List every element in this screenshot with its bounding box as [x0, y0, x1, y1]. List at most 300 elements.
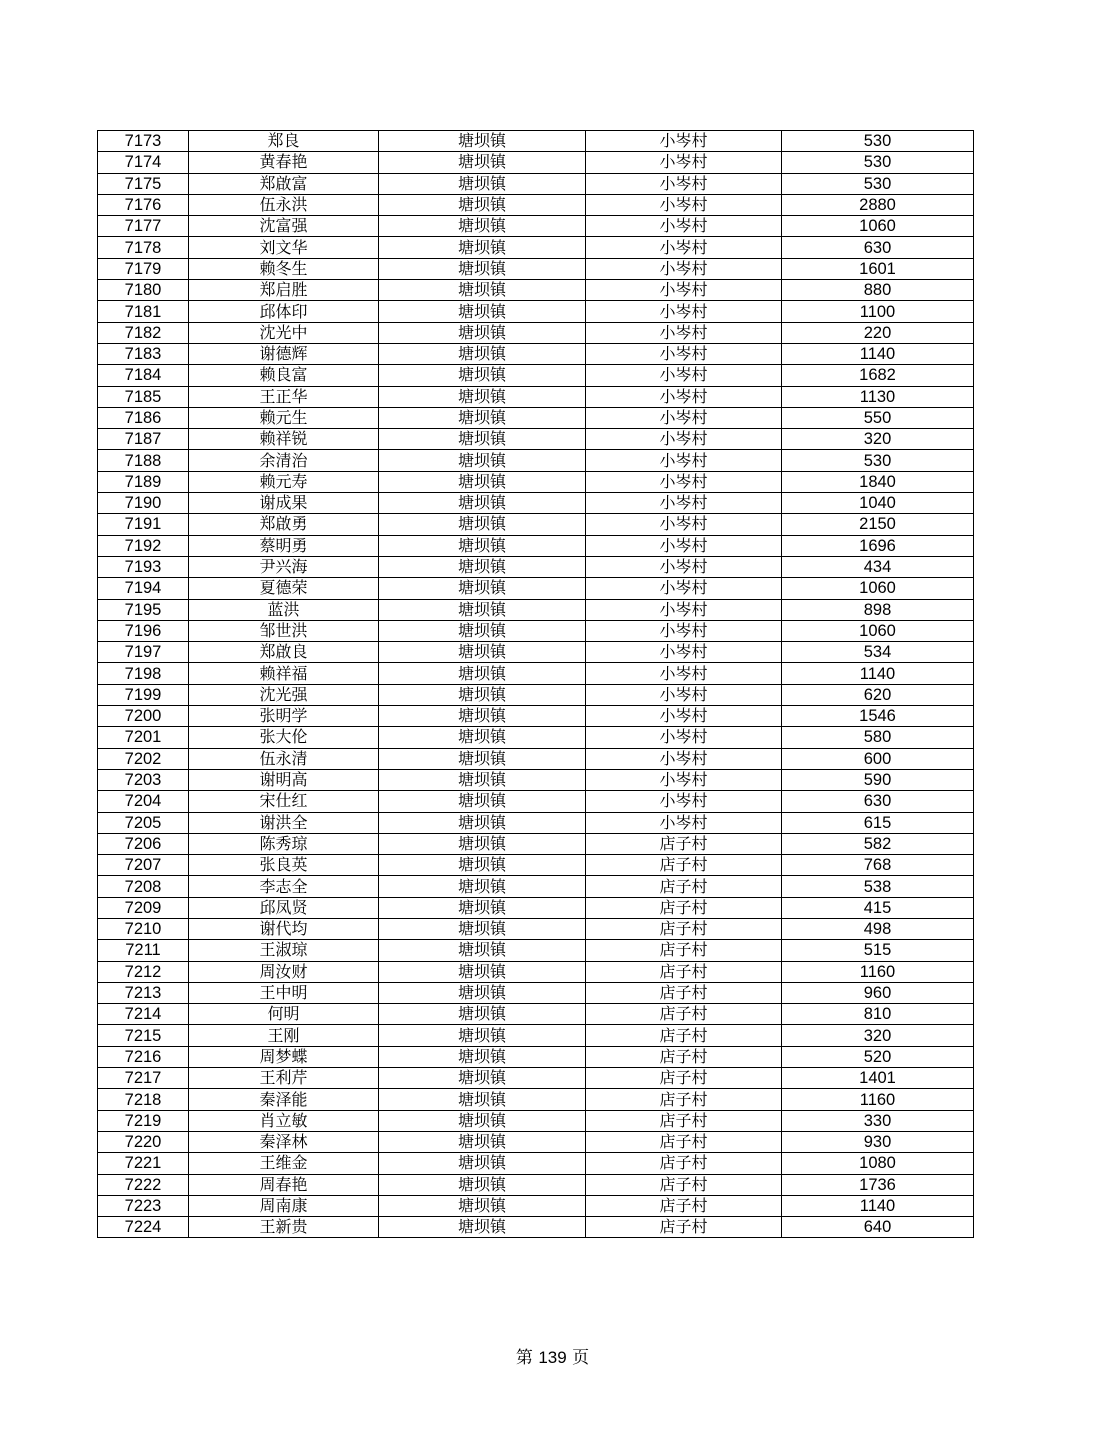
- table-row: [98, 1195, 974, 1216]
- table-row: [98, 194, 974, 215]
- row-number-cell: 7185: [98, 386, 189, 407]
- name-cell: 周梦蝶: [189, 1046, 379, 1067]
- name-cell: 王利芹: [189, 1068, 379, 1089]
- amount-cell: 582: [782, 833, 974, 854]
- town-cell: 塘坝镇: [379, 1004, 586, 1025]
- table-row: [98, 429, 974, 450]
- village-cell: 小岑村: [586, 407, 782, 428]
- row-number-cell: 7194: [98, 578, 189, 599]
- town-cell: 塘坝镇: [379, 1174, 586, 1195]
- amount-cell: 434: [782, 556, 974, 577]
- town-cell: 塘坝镇: [379, 684, 586, 705]
- town-cell: 塘坝镇: [379, 535, 586, 556]
- town-cell: 塘坝镇: [379, 940, 586, 961]
- table-row: [98, 961, 974, 982]
- town-cell: 塘坝镇: [379, 322, 586, 343]
- town-cell: 塘坝镇: [379, 1217, 586, 1238]
- village-cell: 小岑村: [586, 748, 782, 769]
- row-number-cell: 7181: [98, 301, 189, 322]
- table-row: [98, 556, 974, 577]
- village-cell: 小岑村: [586, 386, 782, 407]
- name-cell: 郑啟勇: [189, 514, 379, 535]
- village-cell: 小岑村: [586, 684, 782, 705]
- amount-cell: 615: [782, 812, 974, 833]
- town-cell: 塘坝镇: [379, 1089, 586, 1110]
- amount-cell: 810: [782, 1004, 974, 1025]
- town-cell: 塘坝镇: [379, 450, 586, 471]
- row-number-cell: 7177: [98, 216, 189, 237]
- row-number-cell: 7214: [98, 1004, 189, 1025]
- row-number-cell: 7224: [98, 1217, 189, 1238]
- village-cell: 小岑村: [586, 599, 782, 620]
- village-cell: 店子村: [586, 1025, 782, 1046]
- name-cell: 秦泽林: [189, 1131, 379, 1152]
- town-cell: 塘坝镇: [379, 258, 586, 279]
- village-cell: 店子村: [586, 1217, 782, 1238]
- village-cell: 小岑村: [586, 131, 782, 152]
- table-row: [98, 1131, 974, 1152]
- town-cell: 塘坝镇: [379, 727, 586, 748]
- village-cell: 小岑村: [586, 620, 782, 641]
- table-row: [98, 833, 974, 854]
- table-row: [98, 343, 974, 364]
- name-cell: 王刚: [189, 1025, 379, 1046]
- name-cell: 谢德辉: [189, 343, 379, 364]
- table-row: [98, 855, 974, 876]
- town-cell: 塘坝镇: [379, 918, 586, 939]
- row-number-cell: 7199: [98, 684, 189, 705]
- amount-cell: 630: [782, 791, 974, 812]
- town-cell: 塘坝镇: [379, 620, 586, 641]
- village-cell: 小岑村: [586, 216, 782, 237]
- name-cell: 张大伦: [189, 727, 379, 748]
- row-number-cell: 7202: [98, 748, 189, 769]
- name-cell: 肖立敏: [189, 1110, 379, 1131]
- amount-cell: 530: [782, 173, 974, 194]
- table-row: [98, 769, 974, 790]
- row-number-cell: 7187: [98, 429, 189, 450]
- town-cell: 塘坝镇: [379, 812, 586, 833]
- name-cell: 宋仕红: [189, 791, 379, 812]
- row-number-cell: 7196: [98, 620, 189, 641]
- row-number-cell: 7193: [98, 556, 189, 577]
- table-row: [98, 1004, 974, 1025]
- name-cell: 赖元生: [189, 407, 379, 428]
- village-cell: 店子村: [586, 940, 782, 961]
- table-row: [98, 322, 974, 343]
- table-row: [98, 684, 974, 705]
- town-cell: 塘坝镇: [379, 1195, 586, 1216]
- table-row: [98, 663, 974, 684]
- table-row: [98, 386, 974, 407]
- village-cell: 店子村: [586, 1110, 782, 1131]
- village-cell: 小岑村: [586, 237, 782, 258]
- name-cell: 王正华: [189, 386, 379, 407]
- name-cell: 谢成果: [189, 493, 379, 514]
- row-number-cell: 7215: [98, 1025, 189, 1046]
- town-cell: 塘坝镇: [379, 599, 586, 620]
- name-cell: 张明学: [189, 706, 379, 727]
- town-cell: 塘坝镇: [379, 748, 586, 769]
- village-cell: 小岑村: [586, 769, 782, 790]
- amount-cell: 630: [782, 237, 974, 258]
- village-cell: 小岑村: [586, 727, 782, 748]
- table-row: [98, 1068, 974, 1089]
- village-cell: 店子村: [586, 876, 782, 897]
- amount-cell: 600: [782, 748, 974, 769]
- table-row: [98, 514, 974, 535]
- name-cell: 郑启胜: [189, 280, 379, 301]
- amount-cell: 930: [782, 1131, 974, 1152]
- town-cell: 塘坝镇: [379, 961, 586, 982]
- village-cell: 小岑村: [586, 450, 782, 471]
- row-number-cell: 7209: [98, 897, 189, 918]
- row-number-cell: 7213: [98, 982, 189, 1003]
- village-cell: 店子村: [586, 1089, 782, 1110]
- amount-cell: 320: [782, 1025, 974, 1046]
- table-row: [98, 642, 974, 663]
- amount-cell: 530: [782, 450, 974, 471]
- table-row: [98, 365, 974, 386]
- village-cell: 店子村: [586, 1068, 782, 1089]
- row-number-cell: 7216: [98, 1046, 189, 1067]
- row-number-cell: 7195: [98, 599, 189, 620]
- village-cell: 店子村: [586, 1046, 782, 1067]
- name-cell: 谢明高: [189, 769, 379, 790]
- town-cell: 塘坝镇: [379, 471, 586, 492]
- village-cell: 小岑村: [586, 280, 782, 301]
- row-number-cell: 7192: [98, 535, 189, 556]
- town-cell: 塘坝镇: [379, 131, 586, 152]
- village-cell: 店子村: [586, 961, 782, 982]
- table-row: [98, 237, 974, 258]
- village-cell: 小岑村: [586, 514, 782, 535]
- village-cell: 店子村: [586, 982, 782, 1003]
- village-cell: 小岑村: [586, 663, 782, 684]
- table-row: [98, 1174, 974, 1195]
- village-cell: 店子村: [586, 918, 782, 939]
- table-row: [98, 258, 974, 279]
- village-cell: 店子村: [586, 855, 782, 876]
- name-cell: 刘文华: [189, 237, 379, 258]
- name-cell: 周南康: [189, 1195, 379, 1216]
- name-cell: 赖冬生: [189, 258, 379, 279]
- town-cell: 塘坝镇: [379, 386, 586, 407]
- row-number-cell: 7210: [98, 918, 189, 939]
- table-row: [98, 706, 974, 727]
- amount-cell: 2880: [782, 194, 974, 215]
- name-cell: 余清治: [189, 450, 379, 471]
- name-cell: 赖祥福: [189, 663, 379, 684]
- table-row: [98, 620, 974, 641]
- row-number-cell: 7184: [98, 365, 189, 386]
- row-number-cell: 7219: [98, 1110, 189, 1131]
- amount-cell: 320: [782, 429, 974, 450]
- name-cell: 蔡明勇: [189, 535, 379, 556]
- amount-cell: 1160: [782, 961, 974, 982]
- table-row: [98, 152, 974, 173]
- village-cell: 店子村: [586, 1153, 782, 1174]
- table-row: [98, 982, 974, 1003]
- name-cell: 周春艳: [189, 1174, 379, 1195]
- village-cell: 小岑村: [586, 471, 782, 492]
- name-cell: 蓝洪: [189, 599, 379, 620]
- name-cell: 何明: [189, 1004, 379, 1025]
- amount-cell: 880: [782, 280, 974, 301]
- amount-cell: 620: [782, 684, 974, 705]
- town-cell: 塘坝镇: [379, 769, 586, 790]
- row-number-cell: 7176: [98, 194, 189, 215]
- amount-cell: 550: [782, 407, 974, 428]
- town-cell: 塘坝镇: [379, 876, 586, 897]
- amount-cell: 1601: [782, 258, 974, 279]
- town-cell: 塘坝镇: [379, 663, 586, 684]
- table-row: [98, 791, 974, 812]
- name-cell: 沈光强: [189, 684, 379, 705]
- town-cell: 塘坝镇: [379, 1025, 586, 1046]
- town-cell: 塘坝镇: [379, 173, 586, 194]
- row-number-cell: 7208: [98, 876, 189, 897]
- name-cell: 郑啟富: [189, 173, 379, 194]
- amount-cell: 640: [782, 1217, 974, 1238]
- village-cell: 小岑村: [586, 812, 782, 833]
- amount-cell: 1160: [782, 1089, 974, 1110]
- table-row: [98, 1089, 974, 1110]
- row-number-cell: 7190: [98, 493, 189, 514]
- amount-cell: 538: [782, 876, 974, 897]
- village-cell: 小岑村: [586, 791, 782, 812]
- table-row: [98, 216, 974, 237]
- table-row: [98, 1110, 974, 1131]
- name-cell: 赖祥锐: [189, 429, 379, 450]
- row-number-cell: 7186: [98, 407, 189, 428]
- row-number-cell: 7217: [98, 1068, 189, 1089]
- town-cell: 塘坝镇: [379, 514, 586, 535]
- village-cell: 店子村: [586, 1195, 782, 1216]
- name-cell: 夏德荣: [189, 578, 379, 599]
- town-cell: 塘坝镇: [379, 578, 586, 599]
- name-cell: 郑啟良: [189, 642, 379, 663]
- amount-cell: 1682: [782, 365, 974, 386]
- amount-cell: 1080: [782, 1153, 974, 1174]
- town-cell: 塘坝镇: [379, 642, 586, 663]
- table-body: [98, 131, 974, 1238]
- amount-cell: 1100: [782, 301, 974, 322]
- data-table: [97, 130, 974, 1238]
- town-cell: 塘坝镇: [379, 343, 586, 364]
- town-cell: 塘坝镇: [379, 897, 586, 918]
- table-row: [98, 1153, 974, 1174]
- table-row: [98, 493, 974, 514]
- town-cell: 塘坝镇: [379, 216, 586, 237]
- amount-cell: 1060: [782, 578, 974, 599]
- name-cell: 邹世洪: [189, 620, 379, 641]
- village-cell: 小岑村: [586, 365, 782, 386]
- village-cell: 店子村: [586, 1174, 782, 1195]
- row-number-cell: 7218: [98, 1089, 189, 1110]
- table-row: [98, 1217, 974, 1238]
- village-cell: 小岑村: [586, 578, 782, 599]
- village-cell: 店子村: [586, 897, 782, 918]
- row-number-cell: 7200: [98, 706, 189, 727]
- amount-cell: 1696: [782, 535, 974, 556]
- table-row: [98, 1046, 974, 1067]
- amount-cell: 1546: [782, 706, 974, 727]
- footer-prefix: 第: [515, 1348, 533, 1368]
- footer-suffix: 页: [572, 1348, 590, 1368]
- name-cell: 邱体印: [189, 301, 379, 322]
- amount-cell: 330: [782, 1110, 974, 1131]
- row-number-cell: 7174: [98, 152, 189, 173]
- village-cell: 店子村: [586, 1004, 782, 1025]
- row-number-cell: 7198: [98, 663, 189, 684]
- amount-cell: 1401: [782, 1068, 974, 1089]
- table-row: [98, 599, 974, 620]
- village-cell: 小岑村: [586, 493, 782, 514]
- name-cell: 王维金: [189, 1153, 379, 1174]
- row-number-cell: 7201: [98, 727, 189, 748]
- name-cell: 王中明: [189, 982, 379, 1003]
- table-row: [98, 940, 974, 961]
- village-cell: 小岑村: [586, 429, 782, 450]
- table-row: [98, 578, 974, 599]
- amount-cell: 768: [782, 855, 974, 876]
- town-cell: 塘坝镇: [379, 152, 586, 173]
- table-row: [98, 727, 974, 748]
- village-cell: 小岑村: [586, 322, 782, 343]
- table-row: [98, 301, 974, 322]
- amount-cell: 1060: [782, 216, 974, 237]
- amount-cell: 1060: [782, 620, 974, 641]
- name-cell: 赖元寿: [189, 471, 379, 492]
- amount-cell: 415: [782, 897, 974, 918]
- village-cell: 小岑村: [586, 173, 782, 194]
- row-number-cell: 7180: [98, 280, 189, 301]
- table-row: [98, 897, 974, 918]
- town-cell: 塘坝镇: [379, 301, 586, 322]
- name-cell: 陈秀琼: [189, 833, 379, 854]
- town-cell: 塘坝镇: [379, 1153, 586, 1174]
- town-cell: 塘坝镇: [379, 280, 586, 301]
- town-cell: 塘坝镇: [379, 194, 586, 215]
- village-cell: 小岑村: [586, 642, 782, 663]
- name-cell: 伍永清: [189, 748, 379, 769]
- village-cell: 店子村: [586, 833, 782, 854]
- amount-cell: 1140: [782, 663, 974, 684]
- town-cell: 塘坝镇: [379, 706, 586, 727]
- village-cell: 小岑村: [586, 152, 782, 173]
- amount-cell: 530: [782, 131, 974, 152]
- town-cell: 塘坝镇: [379, 1068, 586, 1089]
- amount-cell: 1840: [782, 471, 974, 492]
- name-cell: 王淑琼: [189, 940, 379, 961]
- town-cell: 塘坝镇: [379, 982, 586, 1003]
- town-cell: 塘坝镇: [379, 1110, 586, 1131]
- table-row: [98, 535, 974, 556]
- row-number-cell: 7179: [98, 258, 189, 279]
- row-number-cell: 7220: [98, 1131, 189, 1152]
- row-number-cell: 7183: [98, 343, 189, 364]
- table-row: [98, 131, 974, 152]
- amount-cell: 1140: [782, 1195, 974, 1216]
- row-number-cell: 7211: [98, 940, 189, 961]
- amount-cell: 534: [782, 642, 974, 663]
- town-cell: 塘坝镇: [379, 1046, 586, 1067]
- table-row: [98, 450, 974, 471]
- village-cell: 小岑村: [586, 706, 782, 727]
- table-row: [98, 1025, 974, 1046]
- name-cell: 赖良富: [189, 365, 379, 386]
- row-number-cell: 7221: [98, 1153, 189, 1174]
- row-number-cell: 7207: [98, 855, 189, 876]
- village-cell: 小岑村: [586, 301, 782, 322]
- row-number-cell: 7173: [98, 131, 189, 152]
- amount-cell: 960: [782, 982, 974, 1003]
- amount-cell: 590: [782, 769, 974, 790]
- table-row: [98, 876, 974, 897]
- amount-cell: 2150: [782, 514, 974, 535]
- row-number-cell: 7206: [98, 833, 189, 854]
- name-cell: 秦泽能: [189, 1089, 379, 1110]
- amount-cell: 530: [782, 152, 974, 173]
- town-cell: 塘坝镇: [379, 237, 586, 258]
- table-row: [98, 471, 974, 492]
- town-cell: 塘坝镇: [379, 365, 586, 386]
- amount-cell: 515: [782, 940, 974, 961]
- amount-cell: 220: [782, 322, 974, 343]
- town-cell: 塘坝镇: [379, 791, 586, 812]
- row-number-cell: 7182: [98, 322, 189, 343]
- village-cell: 小岑村: [586, 194, 782, 215]
- row-number-cell: 7212: [98, 961, 189, 982]
- page-number: 139: [538, 1348, 567, 1367]
- amount-cell: 498: [782, 918, 974, 939]
- name-cell: 王新贵: [189, 1217, 379, 1238]
- amount-cell: 520: [782, 1046, 974, 1067]
- row-number-cell: 7223: [98, 1195, 189, 1216]
- town-cell: 塘坝镇: [379, 833, 586, 854]
- name-cell: 尹兴海: [189, 556, 379, 577]
- name-cell: 伍永洪: [189, 194, 379, 215]
- row-number-cell: 7191: [98, 514, 189, 535]
- amount-cell: 1140: [782, 343, 974, 364]
- town-cell: 塘坝镇: [379, 407, 586, 428]
- name-cell: 郑良: [189, 131, 379, 152]
- village-cell: 小岑村: [586, 258, 782, 279]
- row-number-cell: 7175: [98, 173, 189, 194]
- row-number-cell: 7204: [98, 791, 189, 812]
- table-row: [98, 812, 974, 833]
- village-cell: 小岑村: [586, 535, 782, 556]
- amount-cell: 1040: [782, 493, 974, 514]
- name-cell: 谢代均: [189, 918, 379, 939]
- name-cell: 沈富强: [189, 216, 379, 237]
- table-row: [98, 918, 974, 939]
- village-cell: 店子村: [586, 1131, 782, 1152]
- row-number-cell: 7222: [98, 1174, 189, 1195]
- name-cell: 沈光中: [189, 322, 379, 343]
- name-cell: 张良英: [189, 855, 379, 876]
- name-cell: 黄春艳: [189, 152, 379, 173]
- name-cell: 谢洪全: [189, 812, 379, 833]
- village-cell: 小岑村: [586, 343, 782, 364]
- row-number-cell: 7197: [98, 642, 189, 663]
- page-footer: [0, 1343, 1105, 1368]
- town-cell: 塘坝镇: [379, 556, 586, 577]
- town-cell: 塘坝镇: [379, 493, 586, 514]
- amount-cell: 898: [782, 599, 974, 620]
- table-row: [98, 280, 974, 301]
